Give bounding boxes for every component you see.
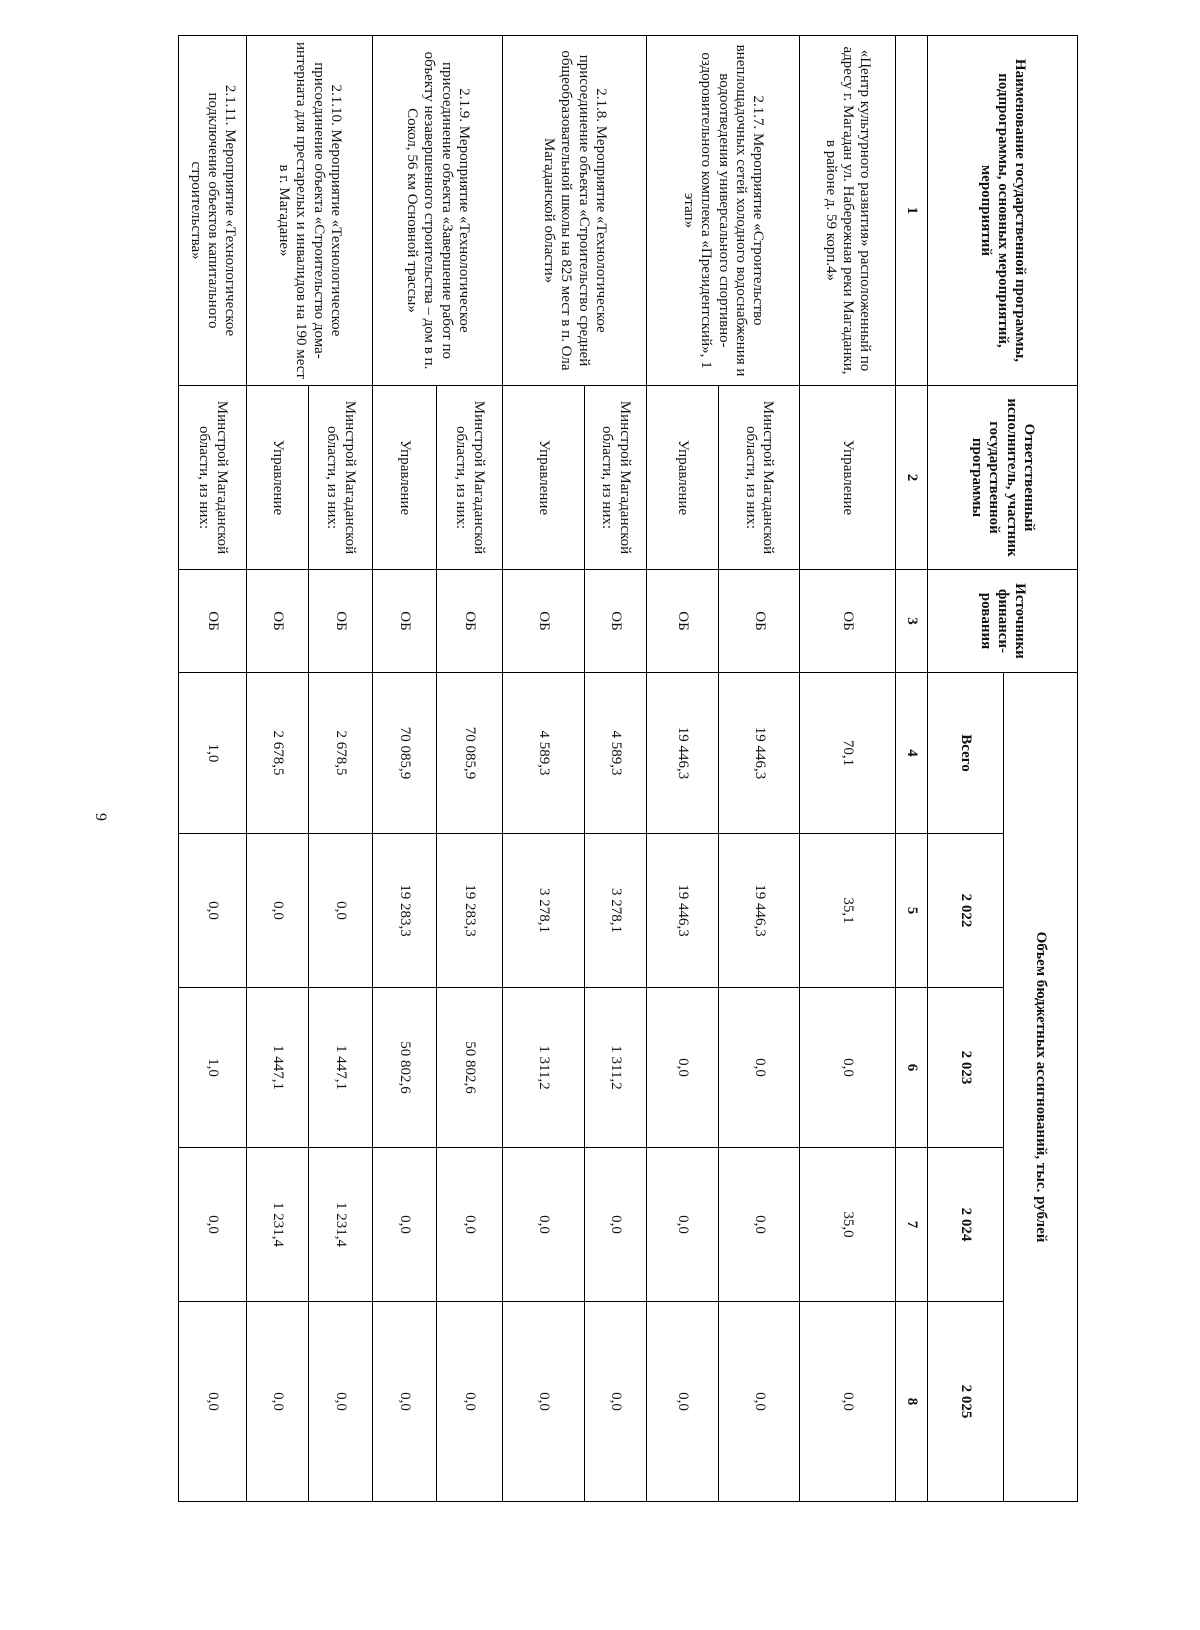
year-2025-cell: 0,0 [179,1302,247,1502]
source-cell: ОБ [247,570,309,673]
header-total: Всего [928,673,1004,834]
table-row [437,36,503,1502]
program-name-cell: «Центр культурного развития» расположенный по адресу г. Магадан ул. Набережная реки Магаданки, в районе д. 59 корп.4» [800,36,896,386]
year-2024-cell: 0,0 [647,1148,719,1302]
program-name-cell: 2.1.10. Мероприятие «Технологическое присоединение объекта «Строительство дома-интерната для престарелых и инвалидов на 190 мест в г. Магадане» [247,36,373,386]
source-cell: ОБ [647,570,719,673]
source-cell: ОБ [309,570,373,673]
year-2023-cell: 0,0 [647,988,719,1148]
header-year-2024: 2 024 [928,1148,1004,1302]
year-2022-cell: 19 446,3 [647,834,719,988]
year-2023-cell: 1 447,1 [309,988,373,1148]
executor-cell: Управление [800,386,896,570]
year-2024-cell: 0,0 [179,1148,247,1302]
header-executor: Ответственный исполнитель, участник государственной программы [928,386,1078,570]
year-2023-cell: 50 802,6 [373,988,437,1148]
page-number: 9 [92,813,109,821]
year-2024-cell: 1 231,4 [309,1148,373,1302]
year-2024-cell: 0,0 [585,1148,647,1302]
year-2024-cell: 1 231,4 [247,1148,309,1302]
table-row [719,36,800,1502]
table-row [309,36,373,1502]
total-cell: 70,1 [800,673,896,834]
total-cell: 4 589,3 [585,673,647,834]
header-year-2025: 2 025 [928,1302,1004,1502]
year-2022-cell: 19 283,3 [373,834,437,988]
header-funding-source: Источники финанси-рования [928,570,1078,673]
program-name-cell: 2.1.7. Мероприятие «Строительство внеплощадочных сетей холодного водоснабжения и водоотведения универсального спортивно-оздоровительного комплекса «Президентский», 1 этап» [647,36,800,386]
column-number: 3 [896,570,928,673]
total-cell: 19 446,3 [719,673,800,834]
year-2023-cell: 1,0 [179,988,247,1148]
year-2023-cell: 0,0 [800,988,896,1148]
program-name-cell: 2.1.8. Мероприятие «Технологическое присоединение объекта «Строительство средней общеобразовательной школы на 825 мест в п. Ола Магаданской области» [503,36,647,386]
year-2025-cell: 0,0 [800,1302,896,1502]
year-2022-cell: 19 446,3 [719,834,800,988]
year-2024-cell: 0,0 [373,1148,437,1302]
executor-cell: Минстрой Магаданской области, из них: [437,386,503,570]
source-cell: ОБ [585,570,647,673]
executor-cell: Управление [373,386,437,570]
year-2023-cell: 1 447,1 [247,988,309,1148]
table-row [585,36,647,1502]
year-2024-cell: 0,0 [503,1148,585,1302]
total-cell: 1,0 [179,673,247,834]
source-cell: ОБ [437,570,503,673]
year-2024-cell: 35,0 [800,1148,896,1302]
year-2025-cell: 0,0 [309,1302,373,1502]
rotated-table-wrapper [187,35,1078,1501]
total-cell: 2 678,5 [309,673,373,834]
column-number: 2 [896,386,928,570]
year-2025-cell: 0,0 [373,1302,437,1502]
year-2022-cell: 0,0 [247,834,309,988]
source-cell: ОБ [719,570,800,673]
executor-cell: Минстрой Магаданской области, из них: [719,386,800,570]
year-2025-cell: 0,0 [247,1302,309,1502]
program-name-cell: 2.1.11. Мероприятие «Технологическое подключение объектов капитального строительства» [179,36,247,386]
header-budget-group: Объем бюджетных ассигнований, тыс. рублей [1004,673,1078,1502]
year-2025-cell: 0,0 [503,1302,585,1502]
total-cell: 2 678,5 [247,673,309,834]
year-2025-cell: 0,0 [719,1302,800,1502]
year-2023-cell: 1 311,2 [503,988,585,1148]
year-2025-cell: 0,0 [585,1302,647,1502]
year-2023-cell: 50 802,6 [437,988,503,1148]
year-2023-cell: 0,0 [719,988,800,1148]
year-2022-cell: 35,1 [800,834,896,988]
executor-cell: Минстрой Магаданской области, из них: [309,386,373,570]
executor-cell: Минстрой Магаданской области, из них: [585,386,647,570]
executor-cell: Управление [247,386,309,570]
column-number: 1 [896,36,928,386]
total-cell: 70 085,9 [437,673,503,834]
header-program-name: Наименование государственной программы, подпрограммы, основных мероприятий, мероприятий [928,36,1078,386]
year-2024-cell: 0,0 [437,1148,503,1302]
year-2024-cell: 0,0 [719,1148,800,1302]
column-number: 5 [896,834,928,988]
header-year-2022: 2 022 [928,834,1004,988]
header-year-2023: 2 023 [928,988,1004,1148]
source-cell: ОБ [179,570,247,673]
program-name-cell: 2.1.9. Мероприятие «Технологическое присоединение объекта «Завершение работ по объекту незавершенного строительства – дом в п. Сокол, 56 км Основной трассы» [373,36,503,386]
total-cell: 70 085,9 [373,673,437,834]
year-2022-cell: 19 283,3 [437,834,503,988]
column-number: 4 [896,673,928,834]
year-2022-cell: 0,0 [309,834,373,988]
source-cell: ОБ [373,570,437,673]
table-row [179,36,247,1502]
year-2025-cell: 0,0 [437,1302,503,1502]
executor-cell: Минстрой Магаданской области, из них: [179,386,247,570]
year-2025-cell: 0,0 [647,1302,719,1502]
executor-cell: Управление [503,386,585,570]
column-number: 6 [896,988,928,1148]
executor-cell: Управление [647,386,719,570]
column-number: 7 [896,1148,928,1302]
table-row [800,36,896,1502]
source-cell: ОБ [800,570,896,673]
year-2022-cell: 3 278,1 [585,834,647,988]
total-cell: 19 446,3 [647,673,719,834]
year-2022-cell: 3 278,1 [503,834,585,988]
year-2022-cell: 0,0 [179,834,247,988]
total-cell: 4 589,3 [503,673,585,834]
column-number: 8 [896,1302,928,1502]
budget-table [178,35,1078,1502]
source-cell: ОБ [503,570,585,673]
year-2023-cell: 1 311,2 [585,988,647,1148]
